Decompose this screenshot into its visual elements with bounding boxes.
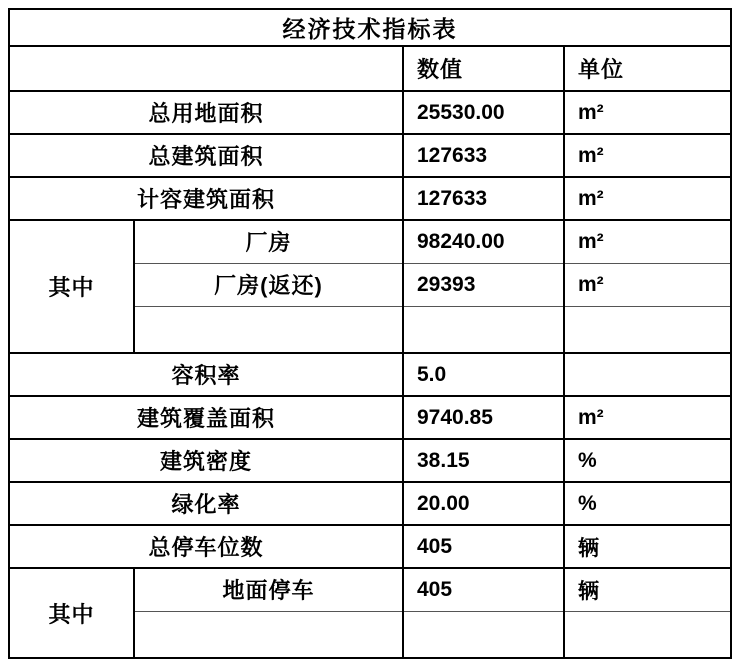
value-column-header: 数值 xyxy=(403,46,564,91)
row-value: 127633 xyxy=(403,177,564,220)
row-value: 20.00 xyxy=(403,482,564,525)
row-label: 总用地面积 xyxy=(9,91,403,134)
row-unit: m² xyxy=(564,177,731,220)
row-label: 厂房 xyxy=(134,220,403,263)
row-value: 38.15 xyxy=(403,439,564,482)
row-unit xyxy=(564,353,731,396)
row-value: 25530.00 xyxy=(403,91,564,134)
row-label: 建筑覆盖面积 xyxy=(9,396,403,439)
row-unit: 辆 xyxy=(564,525,731,568)
row-value: 98240.00 xyxy=(403,220,564,263)
group-label: 其中 xyxy=(9,568,134,658)
row-label: 绿化率 xyxy=(9,482,403,525)
row-unit xyxy=(564,306,731,353)
row-unit: m² xyxy=(564,134,731,177)
economic-indicator-table xyxy=(8,8,732,659)
table-row xyxy=(9,396,731,439)
table-row xyxy=(9,134,731,177)
row-unit xyxy=(564,611,731,658)
table-title-row xyxy=(9,9,731,46)
table-row xyxy=(9,482,731,525)
row-label xyxy=(134,306,403,353)
row-value: 405 xyxy=(403,568,564,611)
row-unit: m² xyxy=(564,263,731,306)
table-row xyxy=(9,177,731,220)
row-value: 405 xyxy=(403,525,564,568)
row-unit: 辆 xyxy=(564,568,731,611)
table-row xyxy=(9,91,731,134)
row-label: 计容建筑面积 xyxy=(9,177,403,220)
row-label: 厂房(返还) xyxy=(134,263,403,306)
group-label: 其中 xyxy=(9,220,134,353)
row-value: 9740.85 xyxy=(403,396,564,439)
row-label xyxy=(134,611,403,658)
unit-column-header: 单位 xyxy=(564,46,731,91)
row-value: 5.0 xyxy=(403,353,564,396)
header-row xyxy=(9,46,731,91)
table-title: 经济技术指标表 xyxy=(9,9,731,46)
row-value: 29393 xyxy=(403,263,564,306)
row-label: 总停车位数 xyxy=(9,525,403,568)
table-row xyxy=(9,353,731,396)
row-label: 建筑密度 xyxy=(9,439,403,482)
row-label: 容积率 xyxy=(9,353,403,396)
table-row xyxy=(9,525,731,568)
row-label: 总建筑面积 xyxy=(9,134,403,177)
row-value: 127633 xyxy=(403,134,564,177)
table-row xyxy=(9,568,731,611)
row-value xyxy=(403,611,564,658)
row-value xyxy=(403,306,564,353)
table-row xyxy=(9,220,731,263)
row-label: 地面停车 xyxy=(134,568,403,611)
row-unit: m² xyxy=(564,220,731,263)
indicator-column-header xyxy=(9,46,403,91)
row-unit: m² xyxy=(564,91,731,134)
table-row xyxy=(9,439,731,482)
row-unit: m² xyxy=(564,396,731,439)
row-unit: % xyxy=(564,482,731,525)
row-unit: % xyxy=(564,439,731,482)
